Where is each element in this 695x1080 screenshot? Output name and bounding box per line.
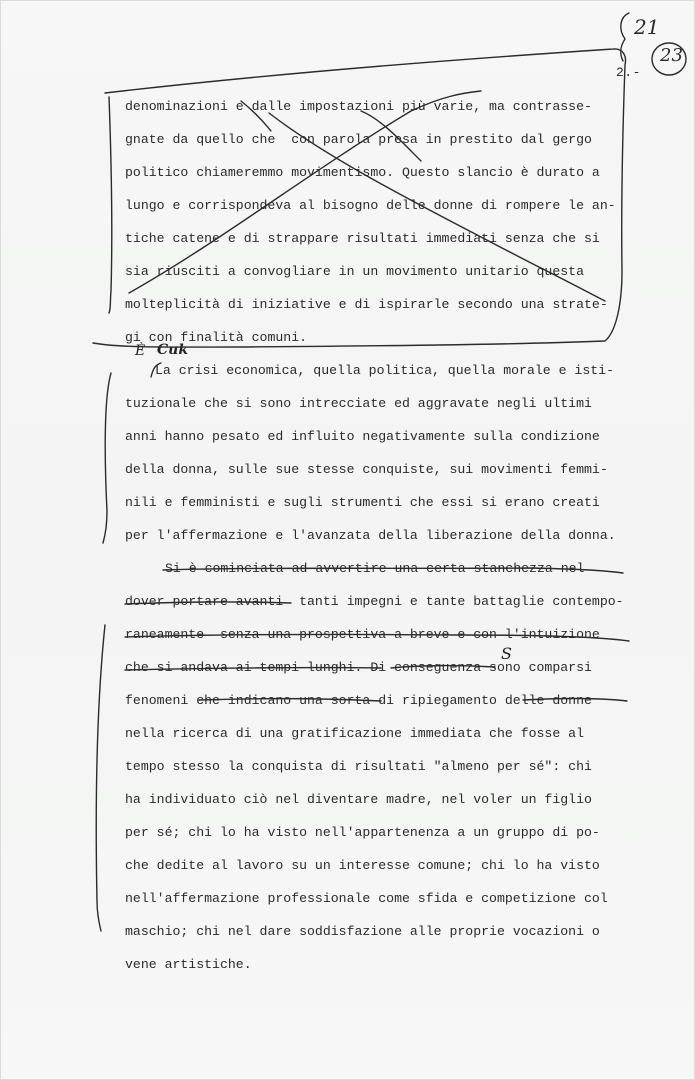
- text-line: che si andava ai tempi lunghi. Di conseguenza sono comparsi: [125, 660, 592, 675]
- text-line: che dedite al lavoro su un interesse comune; chi lo ha visto: [125, 858, 600, 873]
- text-line: maschio; chi nel dare soddisfazione alle proprie vocazioni o: [125, 924, 600, 939]
- text-line: politico chiameremmo movimentismo. Questo slancio è durato a: [125, 165, 600, 180]
- text-line: dover portare avanti tanti impegni e tante battaglie contempo-: [125, 594, 624, 609]
- margin-bracket: [103, 373, 111, 543]
- folio-bracket: [621, 13, 629, 61]
- text-line: sia riusciti a convogliare in un movimento unitario questa: [125, 264, 584, 279]
- text-line: Si è cominciata ad avvertire una certa stanchezza nel: [165, 561, 585, 576]
- text-line: tempo stesso la conquista di risultati "almeno per sé": chi: [125, 759, 592, 774]
- text-line: molteplicità di iniziative e di ispirarle secondo una strate-: [125, 297, 608, 312]
- margin-bracket: [96, 625, 105, 931]
- text-line: nell'affermazione professionale come sfida e competizione col: [125, 891, 608, 906]
- text-line: tuzionale che si sono intrecciate ed aggravate negli ultimi: [125, 396, 592, 411]
- text-line: per l'affermazione e l'avanzata della liberazione della donna.: [125, 528, 616, 543]
- text-line: fenomeni che indicano una sorta di ripiegamento delle donne: [125, 693, 592, 708]
- handwritten-capital-correction: S: [501, 644, 512, 663]
- text-line: gnate da quello che con parola presa in prestito dal gergo: [125, 132, 592, 147]
- handwritten-insert-word: Cuk: [157, 342, 189, 358]
- text-line: La crisi economica, quella politica, quella morale e isti-: [155, 363, 614, 378]
- cancel-x-stroke: [129, 91, 481, 293]
- circled-page-number: 23: [660, 45, 683, 66]
- text-line: per sé; chi lo ha visto nell'appartenenza a un gruppo di po-: [125, 825, 600, 840]
- text-line: lungo e corrispondeva al bisogno delle donne di rompere le an-: [125, 198, 616, 213]
- typed-page-indicator: 2.-: [616, 65, 641, 80]
- text-line: raneamente senza una prospettiva a breve e con l'intuizione: [125, 627, 600, 642]
- text-line: nili e femministi e sugli strumenti che essi si erano creati: [125, 495, 600, 510]
- text-line: vene artistiche.: [125, 957, 252, 972]
- cancel-box-left: [109, 97, 112, 313]
- text-line: anni hanno pesato ed influito negativamente sulla condizione: [125, 429, 600, 444]
- text-line: della donna, sulle sue stesse conquiste, sui movimenti femmi-: [125, 462, 608, 477]
- text-line: nella ricerca di una gratificazione immediata che fosse al: [125, 726, 584, 741]
- handwritten-insert-marker: È: [135, 343, 146, 359]
- text-line: tiche catene e di strappare risultati immediati senza che si: [125, 231, 600, 246]
- text-line: gi con finalità comuni.: [125, 330, 308, 345]
- handwritten-folio-number: 21: [634, 15, 660, 39]
- text-line: denominazioni e dalle impostazioni più varie, ma contrasse-: [125, 99, 592, 114]
- text-line: ha individuato ciò nel diventare madre, nel voler un figlio: [125, 792, 592, 807]
